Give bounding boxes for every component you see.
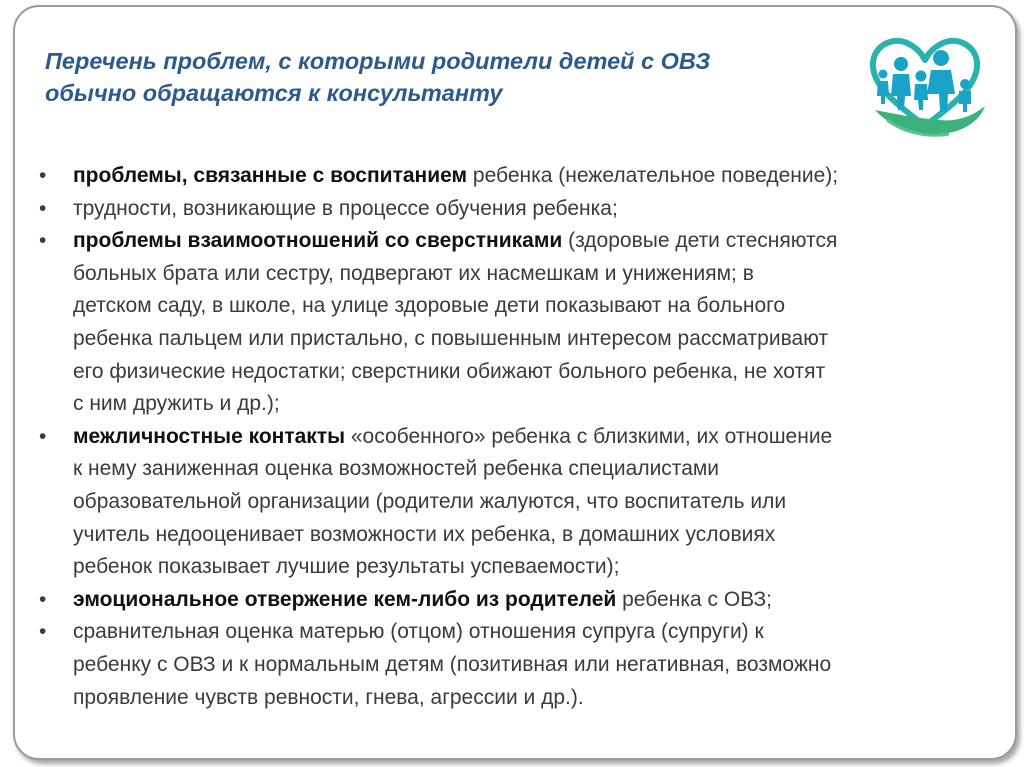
body-text: ребенка (нежелательное поведение);	[467, 164, 839, 187]
emphasis-text: межличностные контакты	[73, 424, 346, 448]
list-item-line	[73, 584, 999, 617]
body-text: ребенку с ОВЗ и к нормальным детям (позитивная или негативная, возможно	[73, 652, 832, 676]
slide-frame	[13, 5, 1017, 760]
list-item-line	[73, 160, 999, 193]
body-text: с ним дружить и др.);	[73, 392, 280, 416]
list-item	[39, 616, 999, 714]
list-item	[39, 225, 999, 421]
list-item-line	[73, 453, 999, 486]
list-item-line	[73, 519, 999, 552]
list-item-line	[73, 388, 999, 421]
body-text: детском саду, в школе, на улице здоровые дети показывают на больного	[73, 294, 786, 318]
title-line-1: Перечень проблем, с которыми родители детей с ОВЗ	[45, 48, 711, 74]
body-text: образовательной организации (родители жалуются, что воспитатель или	[73, 489, 787, 513]
list-item	[39, 584, 999, 617]
body-text: «особенного» ребенка с близкими, их отношение	[345, 424, 833, 448]
list-item-line	[73, 551, 999, 584]
bullet-icon: •	[39, 196, 47, 220]
body-text: ребенка пальцем или пристально, с повышенным интересом рассматривают	[73, 326, 829, 350]
title-line-2: обычно обращаются к консультанту	[45, 80, 503, 106]
body-text: учитель недооценивает возможности их ребенка, в домашних условиях	[73, 522, 776, 546]
bullet-icon: •	[39, 424, 47, 448]
body-text: (здоровые дети стесняются	[562, 229, 838, 253]
list-item	[39, 193, 999, 226]
list-item-line	[73, 290, 999, 323]
list-item-line	[73, 616, 999, 649]
list-item-line	[73, 682, 999, 715]
slide-title	[45, 45, 805, 109]
emphasis-text: эмоциональное отвержение кем-либо из родителей	[73, 587, 617, 611]
list-item	[39, 421, 999, 584]
emphasis-text: проблемы взаимоотношений со сверстниками	[73, 229, 563, 253]
list-item-line	[73, 649, 999, 682]
list-item-line	[73, 225, 999, 258]
problem-list	[39, 160, 999, 714]
list-item-line	[73, 323, 999, 356]
body-text: ребенка с ОВЗ;	[616, 587, 772, 611]
bullet-icon: •	[39, 164, 47, 187]
family-heart-hand-logo-icon	[857, 24, 993, 148]
body-text: трудности, возникающие в процессе обучения ребенка;	[73, 196, 618, 220]
body-text: ребенок показывает лучшие результаты успеваемости);	[73, 555, 620, 579]
list-item-line	[73, 356, 999, 389]
list-item-line	[73, 486, 999, 519]
list-item-line	[73, 193, 999, 226]
body-text: проявление чувств ревности, гнева, агрессии и др.).	[73, 685, 584, 709]
body-text: больных брата или сестру, подвергают их насмешкам и унижениям; в	[73, 261, 754, 285]
body-text: к нему заниженная оценка возможностей ребенка специалистами	[73, 457, 720, 481]
list-item-line	[73, 421, 999, 454]
list-item	[39, 160, 999, 193]
body-text: его физические недостатки; сверстники обижают больного ребенка, не хотят	[73, 359, 826, 383]
list-item-line	[73, 258, 999, 291]
bullet-icon: •	[39, 229, 47, 253]
bullet-icon: •	[39, 587, 47, 611]
bullet-icon: •	[39, 620, 47, 644]
emphasis-text: проблемы, связанные с воспитанием	[73, 164, 468, 187]
body-text: сравнительная оценка матерью (отцом) отношения супруга (супруги) к	[73, 620, 764, 644]
